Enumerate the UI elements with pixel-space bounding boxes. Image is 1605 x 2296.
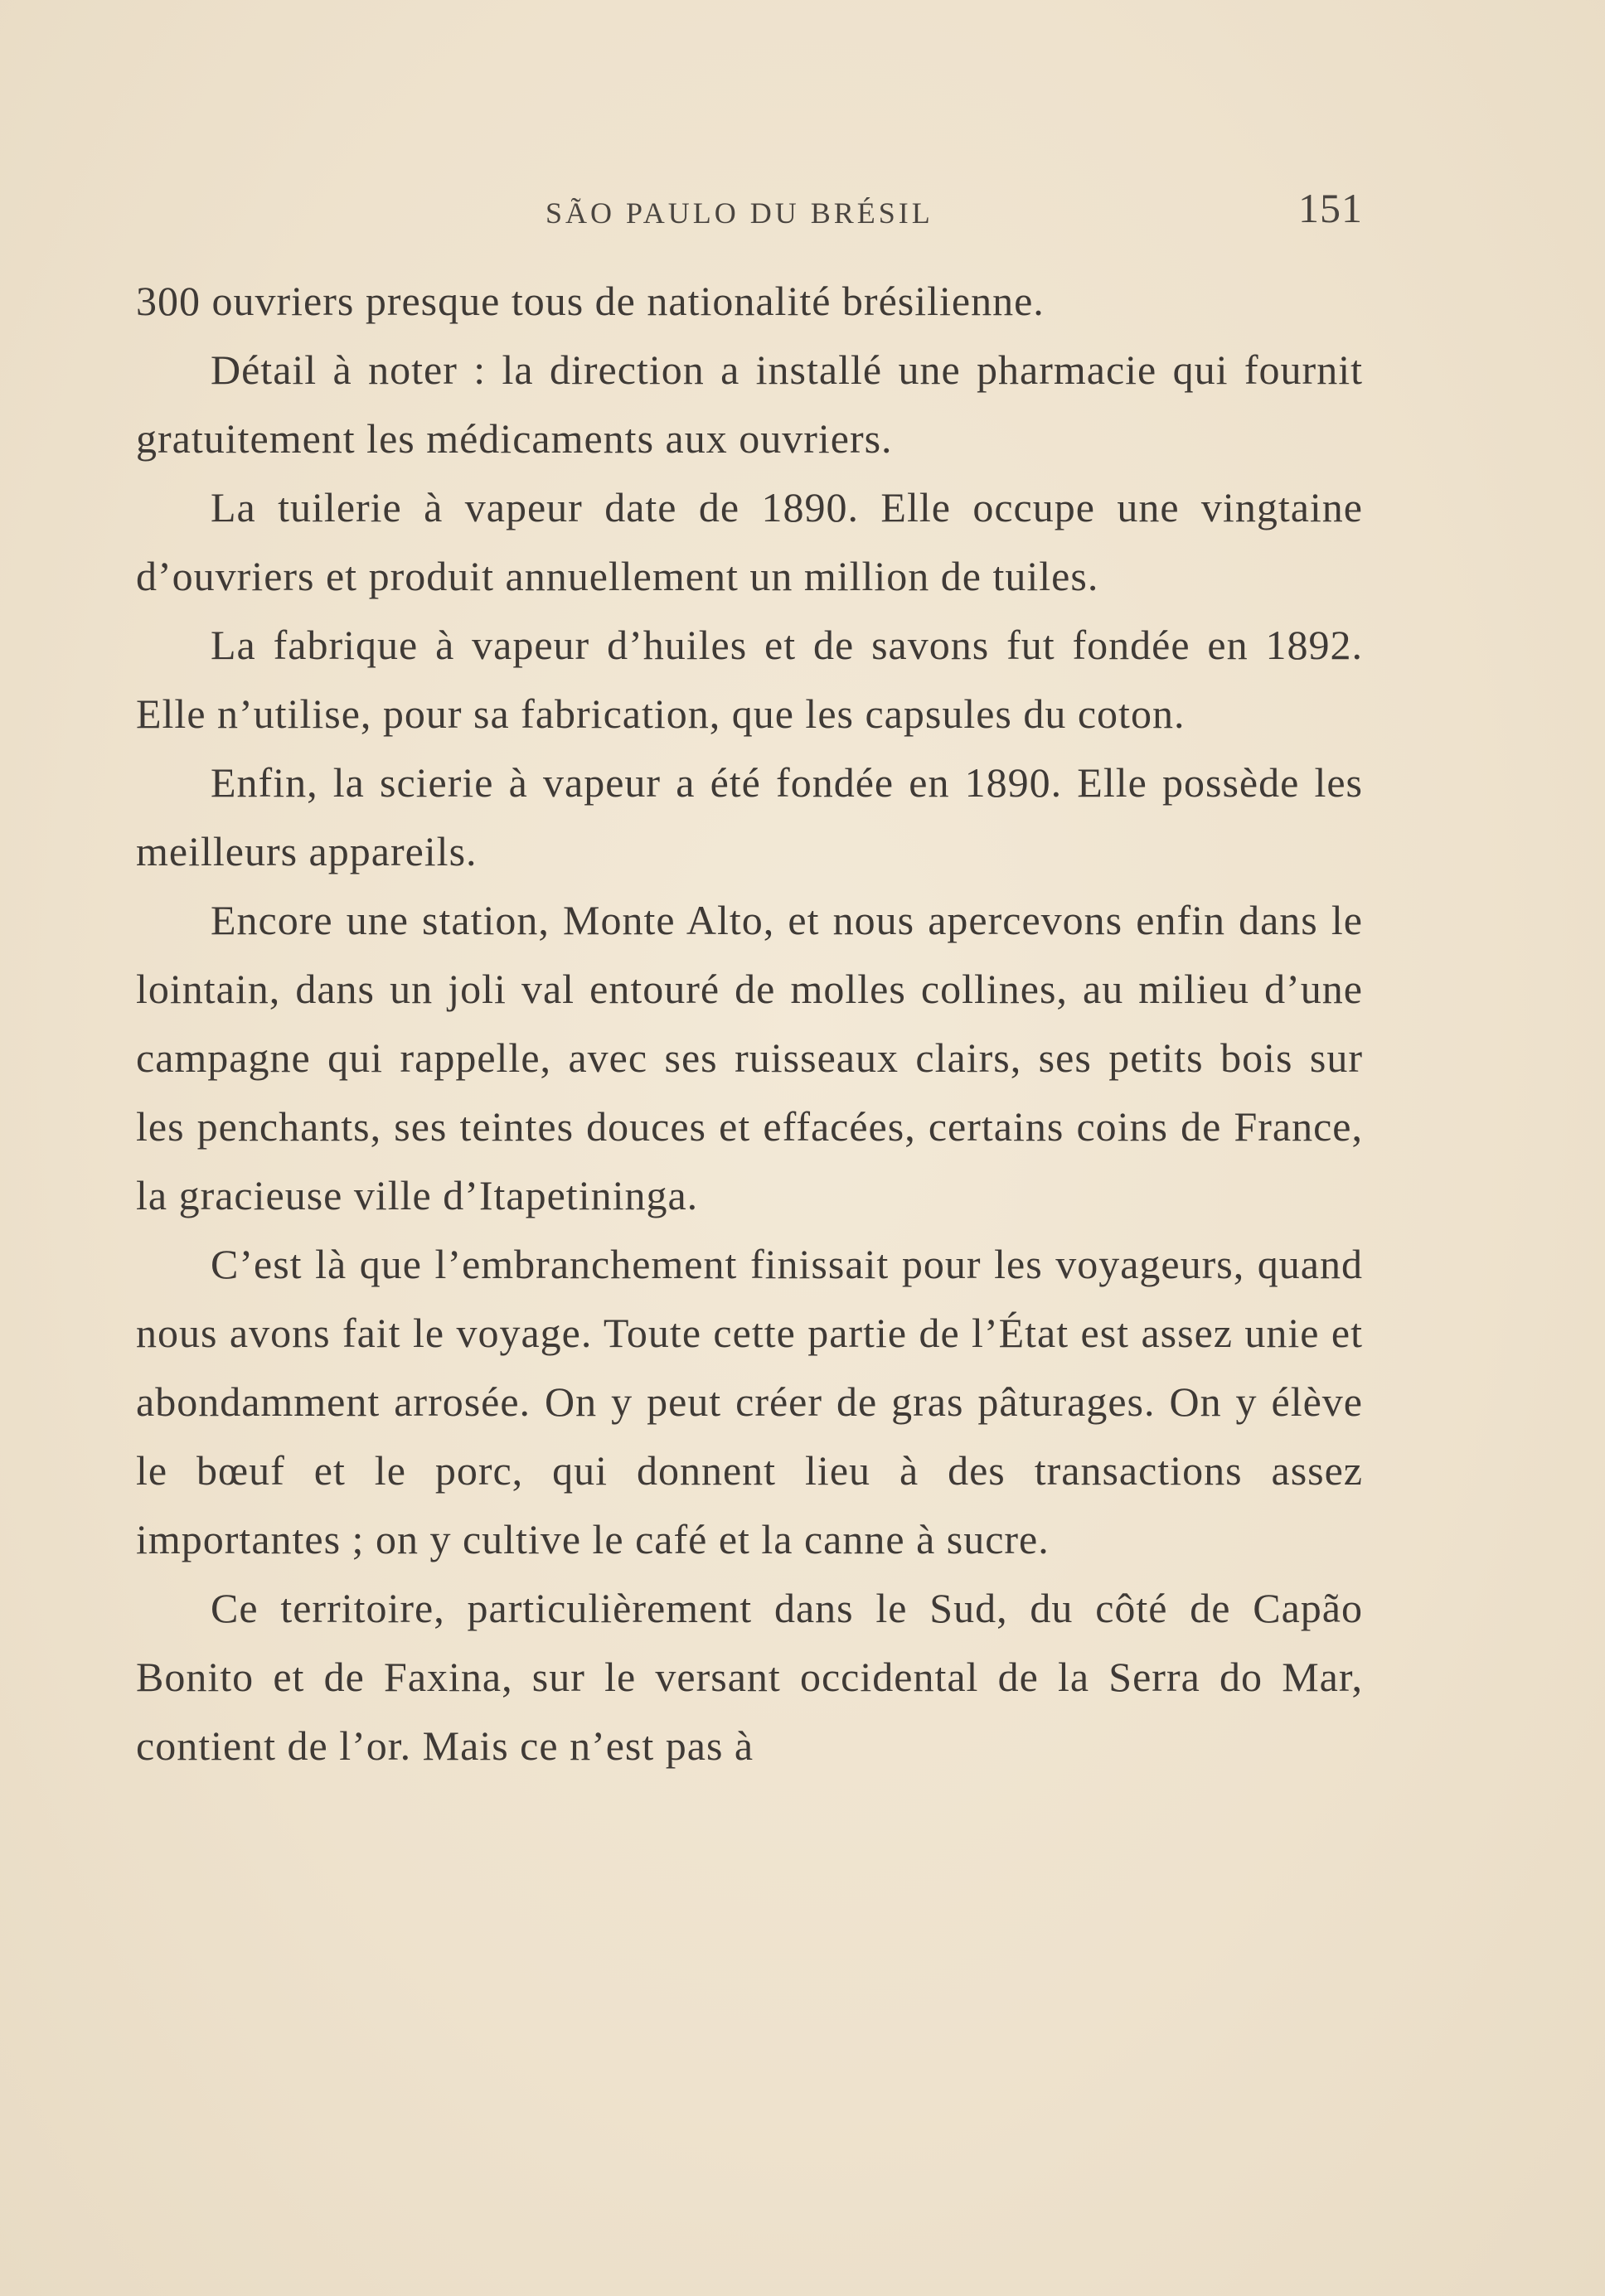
paragraph-embranchement: C’est là que l’embranchement finissait pour les voyageurs, quand nous avons fait le voyage. Toute cette partie de l’État est assez unie et abondamment arrosée. On y peut créer de gras pâturages. On y élève le bœuf et le porc, qui donnent lieu à des transactions assez importantes ; on y cultive le café et la canne à sucre.	[136, 1241, 1363, 1562]
paragraph-fabrique: La fabrique à vapeur d’huiles et de savons fut fondée en 1892. Elle n’utilise, pour sa fabrication, que les capsules du coton.	[136, 622, 1363, 737]
page-number: 151	[1298, 185, 1363, 231]
paragraph-continued: 300 ouvriers presque tous de nationalité brésilienne.	[136, 278, 1045, 324]
body-text	[136, 267, 1363, 1780]
paragraph-tuilerie: La tuilerie à vapeur date de 1890. Elle occupe une vingtaine d’ouvriers et produit annuellement un million de tuiles.	[136, 484, 1363, 599]
paragraph-scierie: Enfin, la scierie à vapeur a été fondée en 1890. Elle possède les meilleurs appareils.	[136, 759, 1363, 874]
running-head	[136, 184, 1363, 242]
paragraph-pharmacie: Détail à noter : la direction a installé une pharmacie qui fournit gratuitement les médicaments aux ouvriers.	[136, 346, 1363, 462]
paragraph-itapetininga: Encore une station, Monte Alto, et nous apercevons enfin dans le lointain, dans un joli val entouré de molles collines, au milieu d’une campagne qui rappelle, avec ses ruisseaux clairs, ses petits bois sur les penchants, ses teintes douces et effacées, certains coins de France, la gracieuse ville d’Itapetininga.	[136, 897, 1363, 1218]
paragraph-territoire: Ce territoire, particulièrement dans le Sud, du côté de Capão Bonito et de Faxina, sur le versant occidental de la Serra do Mar, contient de l’or. Mais ce n’est pas à	[136, 1585, 1363, 1769]
running-title: SÃO PAULO DU BRÉSIL	[546, 196, 933, 230]
